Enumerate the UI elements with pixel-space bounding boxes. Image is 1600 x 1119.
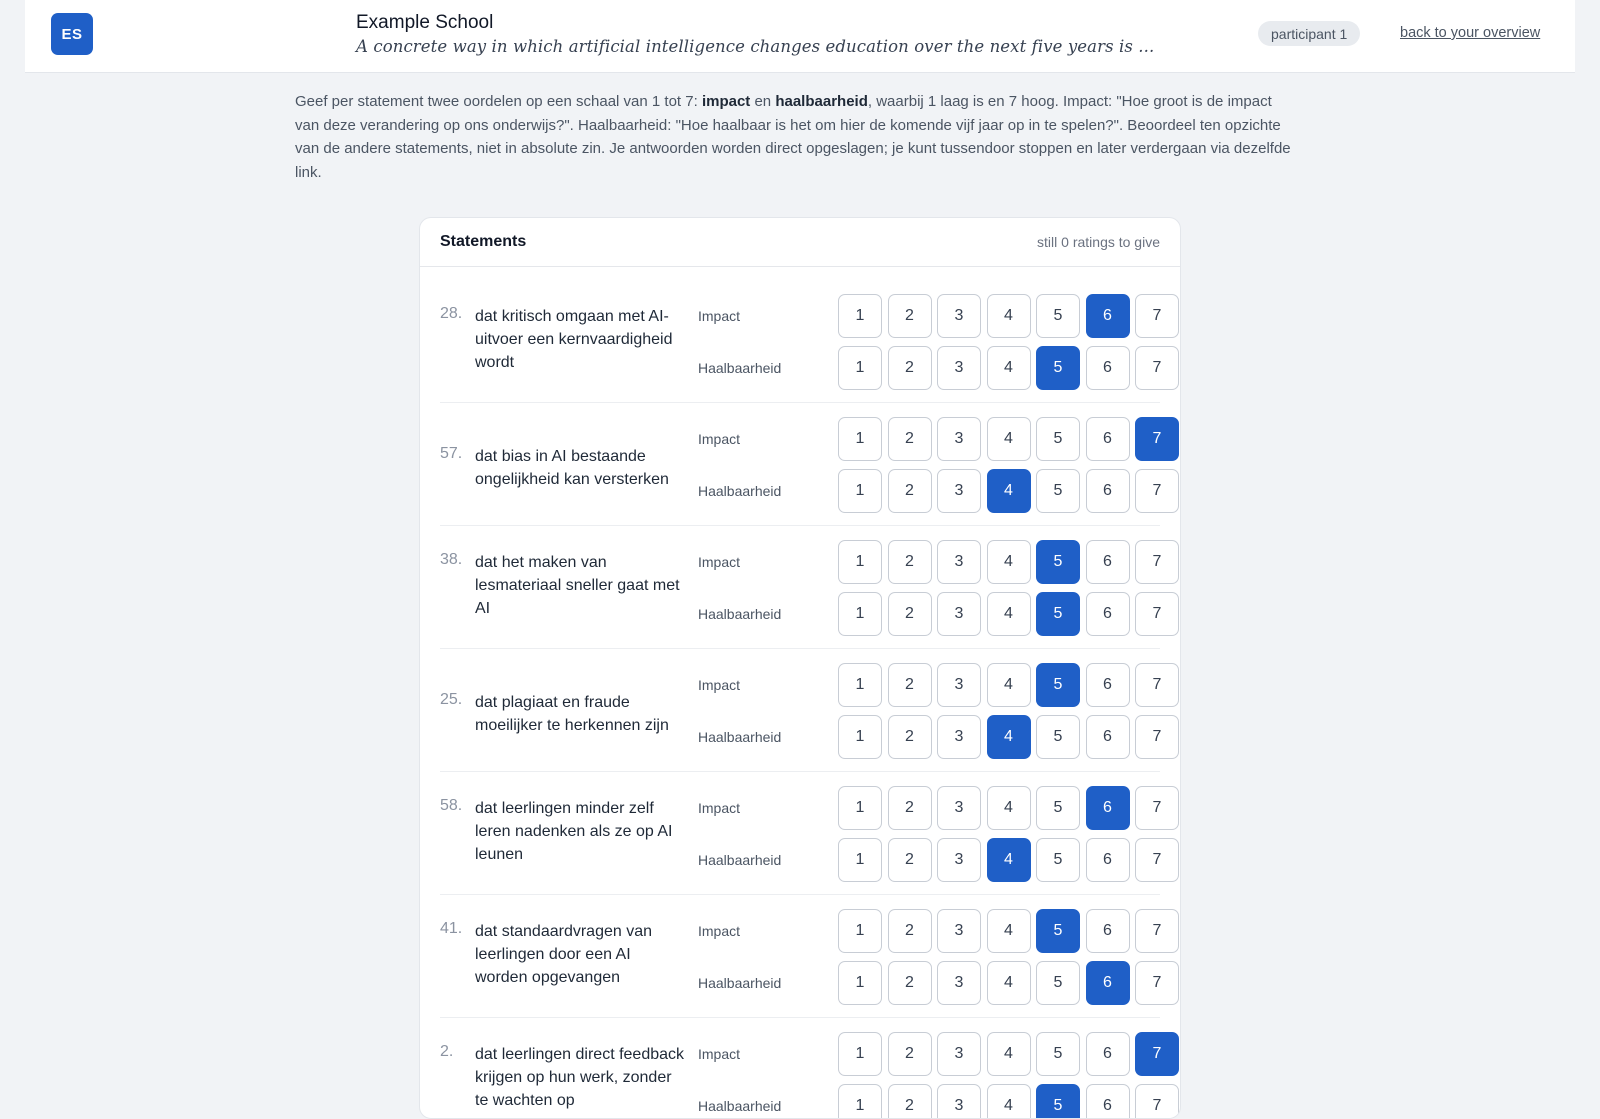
- feasibility-scale: [838, 1084, 1181, 1119]
- feasibility-rating-row: [440, 469, 1160, 513]
- feasibility-rating-row: [440, 592, 1160, 636]
- feasibility-option-2[interactable]: 2: [888, 592, 932, 636]
- feasibility-option-2[interactable]: 2: [888, 838, 932, 882]
- feasibility-option-4[interactable]: 4: [987, 346, 1031, 390]
- feasibility-label: Haalbaarheid: [698, 975, 782, 991]
- impact-option-7[interactable]: 7: [1135, 540, 1179, 584]
- impact-option-3[interactable]: 3: [937, 294, 981, 338]
- feasibility-option-7[interactable]: 7: [1135, 592, 1179, 636]
- statement-row: [440, 403, 1160, 526]
- feasibility-option-6[interactable]: 6: [1086, 961, 1130, 1005]
- impact-option-4[interactable]: 4: [987, 294, 1031, 338]
- statement-row: [440, 772, 1160, 895]
- impact-option-4[interactable]: 4: [987, 540, 1031, 584]
- card-title: Statements: [440, 233, 527, 250]
- impact-option-5[interactable]: 5: [1036, 417, 1080, 461]
- impact-option-4[interactable]: 4: [987, 1032, 1031, 1076]
- impact-option-6[interactable]: 6: [1086, 909, 1130, 953]
- impact-rating-row: [440, 540, 1160, 584]
- impact-option-7[interactable]: 7: [1135, 786, 1179, 830]
- feasibility-label: Haalbaarheid: [698, 360, 782, 376]
- feasibility-option-2[interactable]: 2: [888, 1084, 932, 1119]
- feasibility-option-1[interactable]: 1: [838, 469, 882, 513]
- statement-number: 57.: [440, 445, 463, 462]
- impact-rating-row: [440, 663, 1160, 707]
- statement-number: 2.: [440, 1043, 454, 1060]
- impact-rating-row: [440, 1032, 1160, 1076]
- impact-label: Impact: [698, 1046, 741, 1062]
- feasibility-option-5[interactable]: 5: [1036, 1084, 1080, 1119]
- impact-label: Impact: [698, 800, 741, 816]
- feasibility-option-5[interactable]: 5: [1036, 715, 1080, 759]
- statement-row: [440, 649, 1160, 772]
- statements-card: [419, 217, 1181, 1119]
- impact-option-1[interactable]: 1: [838, 417, 882, 461]
- impact-rating-row: [440, 294, 1160, 338]
- impact-option-7[interactable]: 7: [1135, 417, 1179, 461]
- participant-badge: participant 1: [1258, 21, 1360, 46]
- impact-option-3[interactable]: 3: [937, 786, 981, 830]
- feasibility-label: Haalbaarheid: [698, 483, 782, 499]
- impact-option-2[interactable]: 2: [888, 294, 932, 338]
- feasibility-option-2[interactable]: 2: [888, 346, 932, 390]
- feasibility-scale: [838, 961, 1181, 1005]
- instructions-text: en: [750, 93, 776, 110]
- impact-option-2[interactable]: 2: [888, 909, 932, 953]
- impact-option-2[interactable]: 2: [888, 540, 932, 584]
- feasibility-scale: [838, 592, 1181, 636]
- feasibility-option-7[interactable]: 7: [1135, 346, 1179, 390]
- impact-label: Impact: [698, 308, 741, 324]
- impact-option-4[interactable]: 4: [987, 417, 1031, 461]
- impact-option-4[interactable]: 4: [987, 786, 1031, 830]
- impact-option-7[interactable]: 7: [1135, 294, 1179, 338]
- card-header: [420, 218, 1180, 267]
- feasibility-option-5[interactable]: 5: [1036, 961, 1080, 1005]
- impact-scale: [838, 663, 1181, 707]
- school-name: Example School: [356, 12, 494, 33]
- feasibility-rating-row: [440, 715, 1160, 759]
- feasibility-option-4[interactable]: 4: [987, 715, 1031, 759]
- impact-rating-row: [440, 786, 1160, 830]
- feasibility-option-3[interactable]: 3: [937, 592, 981, 636]
- feasibility-option-4[interactable]: 4: [987, 838, 1031, 882]
- statement-text: dat leerlingen minder zelf leren nadenken als ze op AI leunen: [475, 800, 673, 863]
- feasibility-option-6[interactable]: 6: [1086, 469, 1130, 513]
- impact-option-7[interactable]: 7: [1135, 663, 1179, 707]
- feasibility-option-1[interactable]: 1: [838, 346, 882, 390]
- impact-rating-row: [440, 417, 1160, 461]
- feasibility-option-3[interactable]: 3: [937, 1084, 981, 1119]
- feasibility-option-5[interactable]: 5: [1036, 838, 1080, 882]
- impact-option-5[interactable]: 5: [1036, 909, 1080, 953]
- impact-option-3[interactable]: 3: [937, 1032, 981, 1076]
- feasibility-option-6[interactable]: 6: [1086, 346, 1130, 390]
- feasibility-label: Haalbaarheid: [698, 1098, 782, 1114]
- feasibility-option-7[interactable]: 7: [1135, 715, 1179, 759]
- impact-option-1[interactable]: 1: [838, 786, 882, 830]
- feasibility-option-2[interactable]: 2: [888, 961, 932, 1005]
- impact-scale: [838, 909, 1181, 953]
- impact-option-5[interactable]: 5: [1036, 540, 1080, 584]
- impact-option-2[interactable]: 2: [888, 1032, 932, 1076]
- statement-text: dat het maken van lesmateriaal sneller gaat met AI: [475, 554, 680, 617]
- impact-label: Impact: [698, 923, 741, 939]
- statement-number: 41.: [440, 920, 463, 937]
- feasibility-rating-row: [440, 346, 1160, 390]
- impact-option-6[interactable]: 6: [1086, 294, 1130, 338]
- feasibility-option-1[interactable]: 1: [838, 715, 882, 759]
- back-to-overview-link[interactable]: back to your overview: [1400, 25, 1541, 41]
- feasibility-option-3[interactable]: 3: [937, 346, 981, 390]
- statement-row: [440, 1018, 1160, 1119]
- feasibility-option-4[interactable]: 4: [987, 1084, 1031, 1119]
- impact-option-2[interactable]: 2: [888, 663, 932, 707]
- feasibility-option-6[interactable]: 6: [1086, 592, 1130, 636]
- feasibility-scale: [838, 346, 1181, 390]
- impact-option-6[interactable]: 6: [1086, 663, 1130, 707]
- impact-option-5[interactable]: 5: [1036, 663, 1080, 707]
- instructions-text: , waarbij 1 laag is en 7 hoog. Impact: "Hoe groot is de impact van deze verandering op ons onderwijs?". Haalbaarheid: "Hoe haalbaar is het om hier de komende vijf jaar op in te spelen?". Beoordeel ten opzichte van de andere statements, niet in absolute zin. Je antwoorden worden direct opgeslagen; je kunt tussendoor stoppen en later verdergaan via dezelfde link.: [295, 93, 1291, 181]
- impact-option-6[interactable]: 6: [1086, 786, 1130, 830]
- impact-label: Impact: [698, 431, 741, 447]
- feasibility-label: Haalbaarheid: [698, 852, 782, 868]
- feasibility-option-7[interactable]: 7: [1135, 961, 1179, 1005]
- feasibility-option-3[interactable]: 3: [937, 838, 981, 882]
- statement-number: 25.: [440, 691, 463, 708]
- impact-option-6[interactable]: 6: [1086, 1032, 1130, 1076]
- impact-scale: [838, 540, 1181, 584]
- feasibility-option-1[interactable]: 1: [838, 1084, 882, 1119]
- impact-option-1[interactable]: 1: [838, 909, 882, 953]
- statement-number: 58.: [440, 797, 463, 814]
- statement-number: 38.: [440, 551, 463, 568]
- feasibility-option-6[interactable]: 6: [1086, 715, 1130, 759]
- feasibility-option-1[interactable]: 1: [838, 961, 882, 1005]
- impact-rating-row: [440, 909, 1160, 953]
- impact-option-3[interactable]: 3: [937, 417, 981, 461]
- impact-option-7[interactable]: 7: [1135, 1032, 1179, 1076]
- impact-option-1[interactable]: 1: [838, 1032, 882, 1076]
- feasibility-label: Haalbaarheid: [698, 729, 782, 745]
- statement-text: dat standaardvragen van leerlingen door een AI worden opgevangen: [475, 923, 653, 986]
- instructions-bold-feasibility: haalbaarheid: [775, 93, 868, 110]
- statement-row: [440, 895, 1160, 1018]
- instructions-text: Geef per statement twee oordelen op een schaal van 1 tot 7:: [295, 93, 702, 110]
- feasibility-scale: [838, 715, 1181, 759]
- feasibility-option-7[interactable]: 7: [1135, 838, 1179, 882]
- feasibility-option-6[interactable]: 6: [1086, 838, 1130, 882]
- feasibility-option-2[interactable]: 2: [888, 715, 932, 759]
- impact-scale: [838, 417, 1181, 461]
- impact-option-3[interactable]: 3: [937, 540, 981, 584]
- instructions-bold-impact: impact: [701, 93, 751, 110]
- impact-scale: [838, 1032, 1181, 1076]
- impact-label: Impact: [698, 677, 741, 693]
- feasibility-option-7[interactable]: 7: [1135, 469, 1179, 513]
- feasibility-scale: [838, 838, 1181, 882]
- feasibility-option-1[interactable]: 1: [838, 838, 882, 882]
- feasibility-option-1[interactable]: 1: [838, 592, 882, 636]
- feasibility-label: Haalbaarheid: [698, 606, 782, 622]
- statement-text: dat bias in AI bestaande ongelijkheid kan versterken: [475, 448, 669, 488]
- feasibility-option-5[interactable]: 5: [1036, 592, 1080, 636]
- feasibility-scale: [838, 469, 1181, 513]
- impact-option-2[interactable]: 2: [888, 417, 932, 461]
- school-logo: ES: [51, 13, 93, 55]
- feasibility-option-4[interactable]: 4: [987, 961, 1031, 1005]
- instructions: [295, 90, 1295, 184]
- impact-option-2[interactable]: 2: [888, 786, 932, 830]
- impact-option-3[interactable]: 3: [937, 909, 981, 953]
- impact-option-7[interactable]: 7: [1135, 909, 1179, 953]
- feasibility-rating-row: [440, 838, 1160, 882]
- statement-text: dat leerlingen direct feedback krijgen op hun werk, zonder te wachten op: [475, 1046, 685, 1109]
- statement-text: dat plagiaat en fraude moeilijker te herkennen zijn: [475, 694, 669, 734]
- impact-option-6[interactable]: 6: [1086, 417, 1130, 461]
- statement-row: [440, 526, 1160, 649]
- session-prompt: A concrete way in which artificial intelligence changes education over the next five years is ...: [356, 37, 1155, 56]
- feasibility-option-5[interactable]: 5: [1036, 346, 1080, 390]
- impact-option-5[interactable]: 5: [1036, 294, 1080, 338]
- impact-label: Impact: [698, 554, 741, 570]
- impact-option-5[interactable]: 5: [1036, 786, 1080, 830]
- impact-option-3[interactable]: 3: [937, 663, 981, 707]
- statement-text: dat kritisch omgaan met AI-uitvoer een kernvaardigheid wordt: [475, 308, 673, 371]
- feasibility-option-7[interactable]: 7: [1135, 1084, 1179, 1119]
- remaining-count: still 0 ratings to give: [1037, 234, 1160, 250]
- top-bar: [25, 0, 1575, 73]
- impact-scale: [838, 786, 1181, 830]
- impact-option-4[interactable]: 4: [987, 909, 1031, 953]
- impact-option-6[interactable]: 6: [1086, 540, 1130, 584]
- impact-option-1[interactable]: 1: [838, 294, 882, 338]
- feasibility-option-3[interactable]: 3: [937, 961, 981, 1005]
- impact-scale: [838, 294, 1181, 338]
- statement-row: [440, 267, 1160, 403]
- feasibility-option-3[interactable]: 3: [937, 715, 981, 759]
- feasibility-option-2[interactable]: 2: [888, 469, 932, 513]
- feasibility-rating-row: [440, 961, 1160, 1005]
- impact-option-1[interactable]: 1: [838, 663, 882, 707]
- feasibility-option-5[interactable]: 5: [1036, 469, 1080, 513]
- feasibility-option-4[interactable]: 4: [987, 469, 1031, 513]
- impact-option-1[interactable]: 1: [838, 540, 882, 584]
- feasibility-option-6[interactable]: 6: [1086, 1084, 1130, 1119]
- feasibility-option-3[interactable]: 3: [937, 469, 981, 513]
- impact-option-5[interactable]: 5: [1036, 1032, 1080, 1076]
- statement-number: 28.: [440, 305, 463, 322]
- feasibility-rating-row: [440, 1084, 1160, 1119]
- statement-list: [420, 267, 1180, 1119]
- impact-option-4[interactable]: 4: [987, 663, 1031, 707]
- feasibility-option-4[interactable]: 4: [987, 592, 1031, 636]
